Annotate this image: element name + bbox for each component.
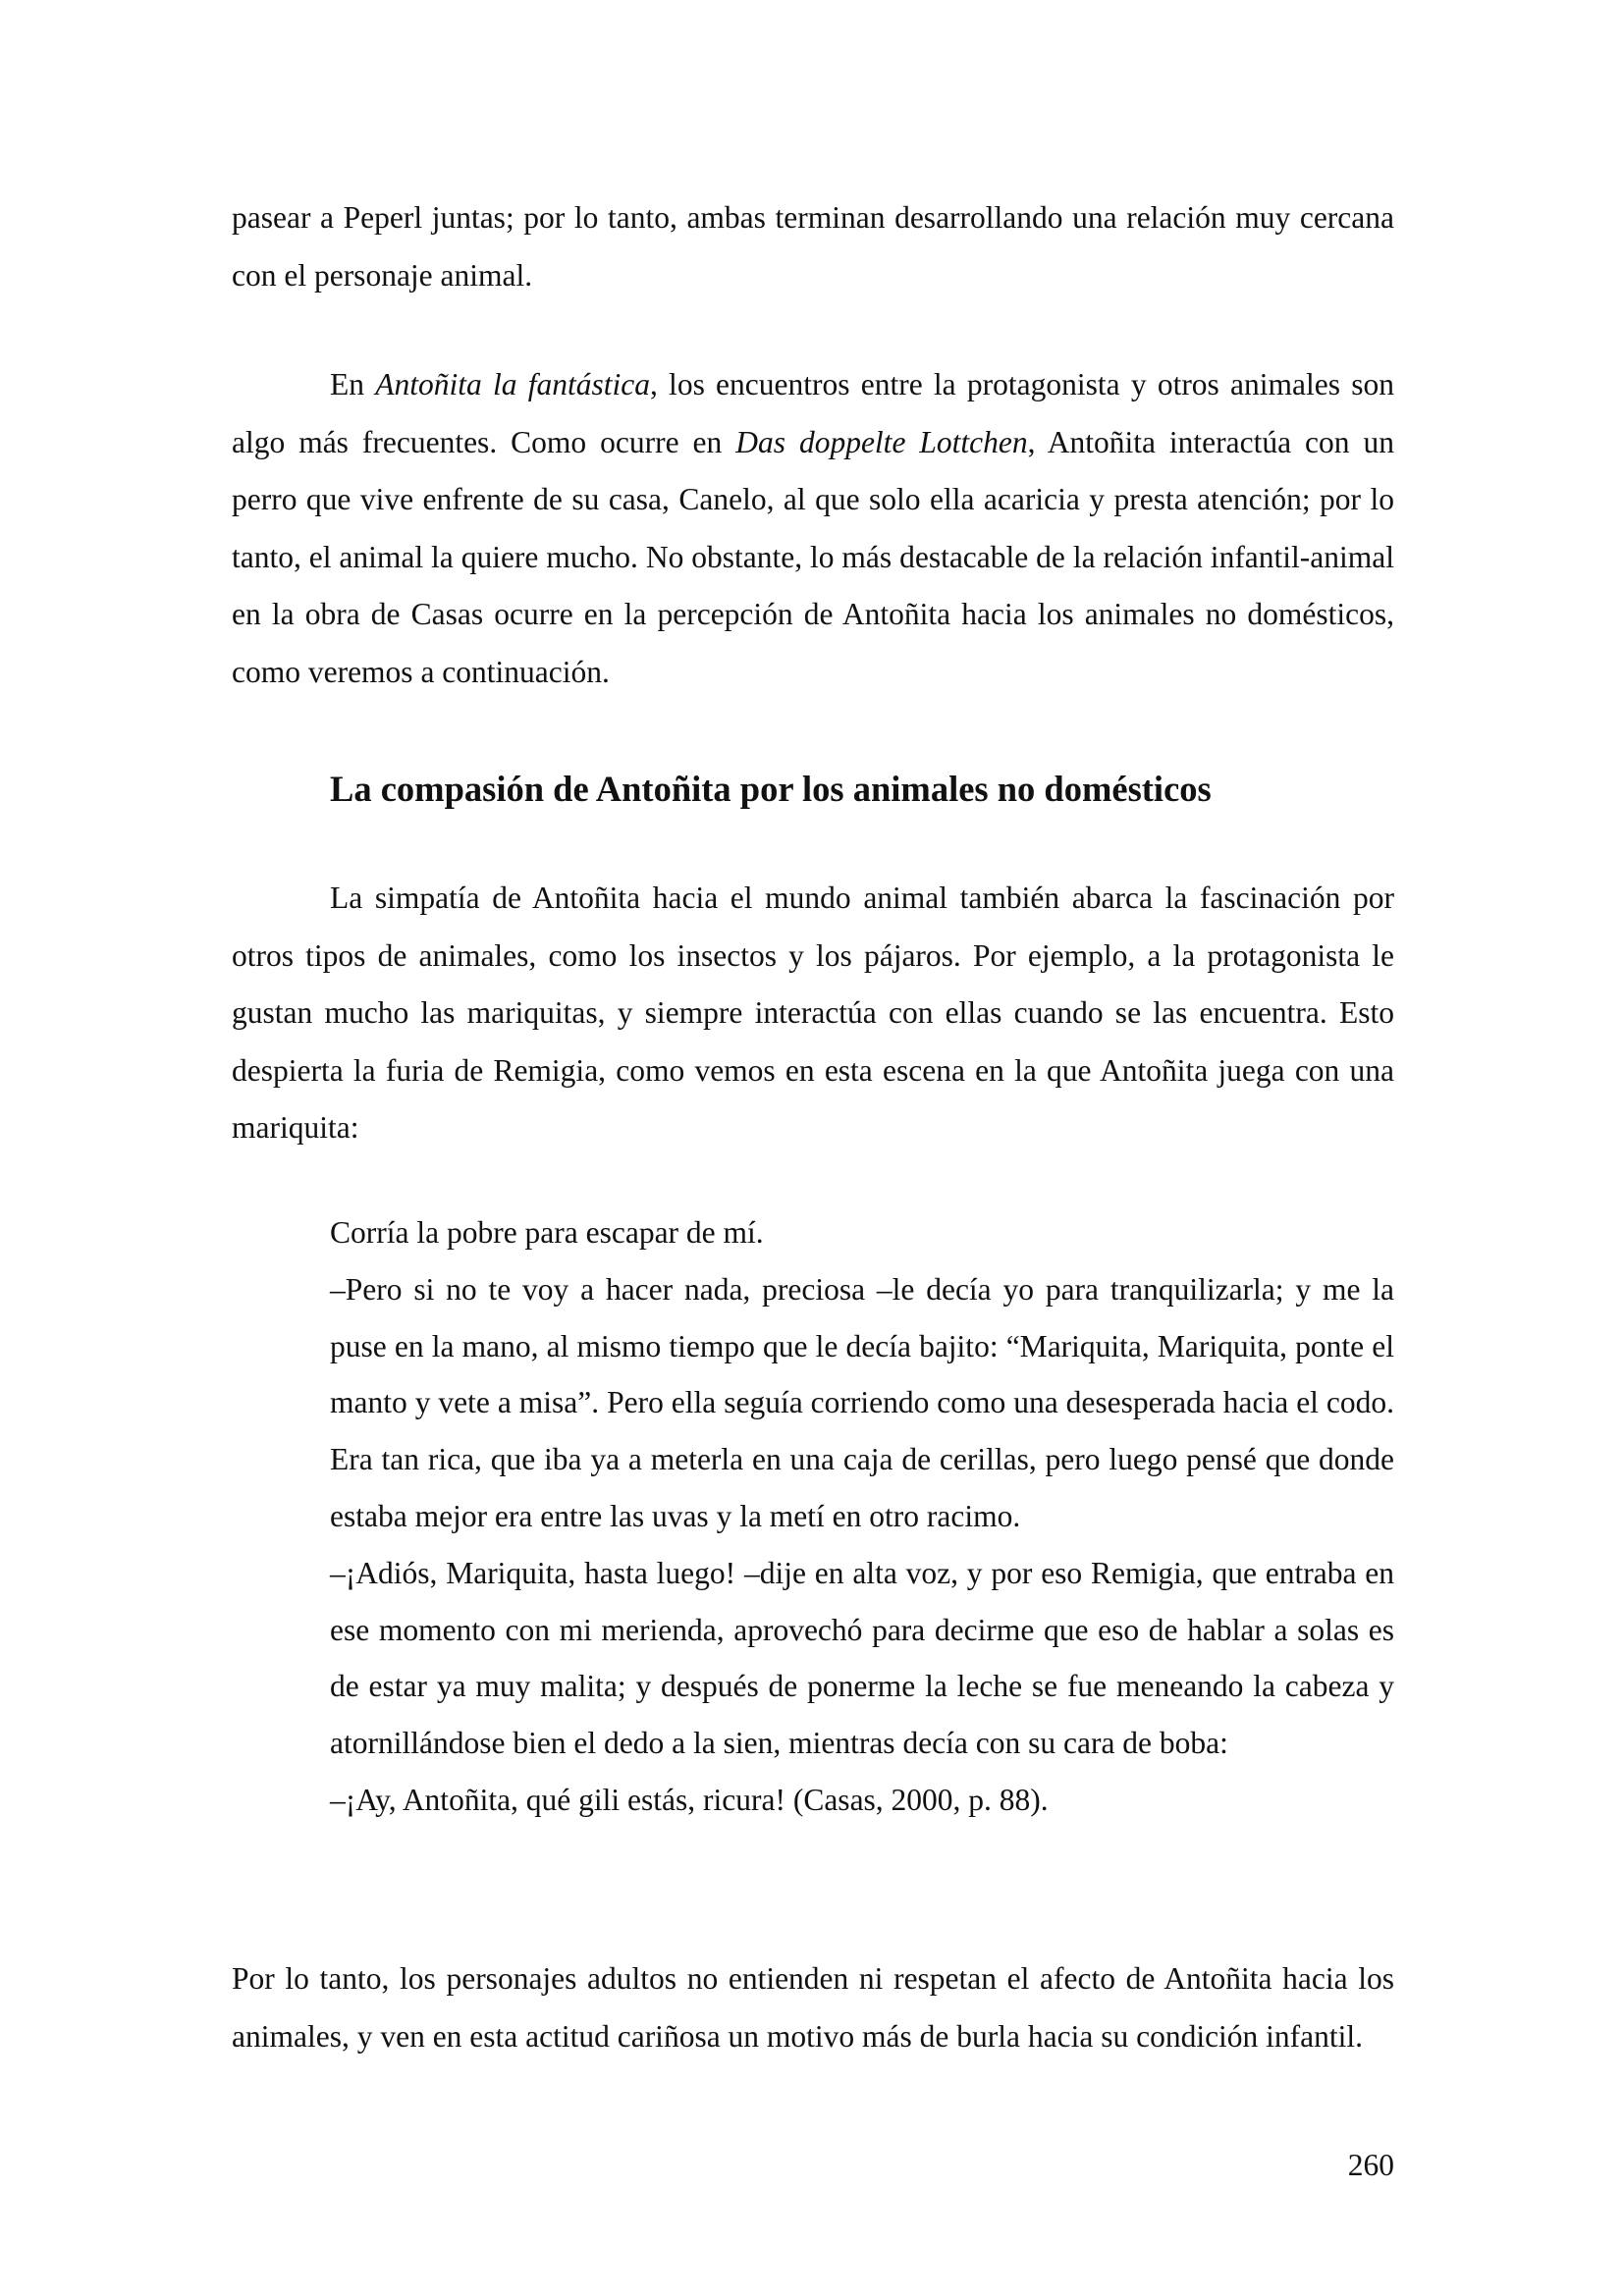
quote-line: –Pero si no te voy a hacer nada, preciosa –le decía yo para tranquilizarla; y me la puse en la mano, al mismo tiempo que le decía bajito: “Mariquita, Mariquita, ponte el manto y vete a misa”. Pero ella seguía corriendo como una desesperada hacia el codo. Era tan rica, que iba ya a meterla en una caja de cerillas, pero luego pensé que donde estaba mejor era entre las uvas y la metí en otro racimo. <box>330 1271 1394 1533</box>
paragraph-text-segment: , Antoñita interactúa con un perro que vive enfrente de su casa, Canelo, al que solo ella acaricia y presta atención; por lo tanto, el animal la quiere mucho. No obstante, lo más destacable de la relación infantil-animal en la obra de Casas ocurre en la percepción de Antoñita hacia los animales no domésticos, como veremos a continuación. <box>232 424 1394 689</box>
paragraph-text-segment: , los encuentros entre la protagonista y otros animales son algo más frecuentes. Como ocurre en <box>232 367 1394 459</box>
quote-line: –¡Ay, Antoñita, qué gili estás, ricura! (Casas, 2000, p. 88). <box>330 1782 1049 1817</box>
book-title-lottchen: Das doppelte Lottchen <box>735 424 1028 459</box>
book-title-antonita: Antoñita la fantástica <box>375 367 650 401</box>
paragraph-simpatia: La simpatía de Antoñita hacia el mundo animal también abarca la fascinación por otros tipos de animales, como los insectos y los pájaros. Por ejemplo, a la protagonista le gustan mucho las mariquitas, y siempre interactúa con ellas cuando se las encuentra. Esto despierta la furia de Remigia, como vemos en esta escena en la que Antoñita juega con una mariquita: <box>232 881 1394 1145</box>
paragraph-antonita-encounters <box>232 356 1394 701</box>
paragraph-conclusion: Por lo tanto, los personajes adultos no entienden ni respetan el afecto de Antoñita hacia los animales, y ven en esta actitud cariñosa un motivo más de burla hacia su condición infantil. <box>232 1961 1394 2054</box>
paragraph-text-segment: En <box>330 367 376 401</box>
quote-line: Corría la pobre para escapar de mí. <box>330 1215 764 1250</box>
block-quote <box>330 1204 1394 1829</box>
page-number: 260 <box>1347 2148 1394 2182</box>
paragraph-continuation: pasear a Peperl juntas; por lo tanto, ambas terminan desarrollando una relación muy cercana con el personaje animal. <box>232 200 1394 293</box>
quote-line: –¡Adiós, Mariquita, hasta luego! –dije en alta voz, y por eso Remigia, que entraba en ese momento con mi merienda, aprovechó para decirme que eso de hablar a solas es de estar ya muy malita; y después de ponerme la leche se fue meneando la cabeza y atornillándose bien el dedo a la sien, mientras decía con su cara de boba: <box>330 1555 1394 1761</box>
section-heading: La compasión de Antoñita por los animales no domésticos <box>330 769 1212 809</box>
